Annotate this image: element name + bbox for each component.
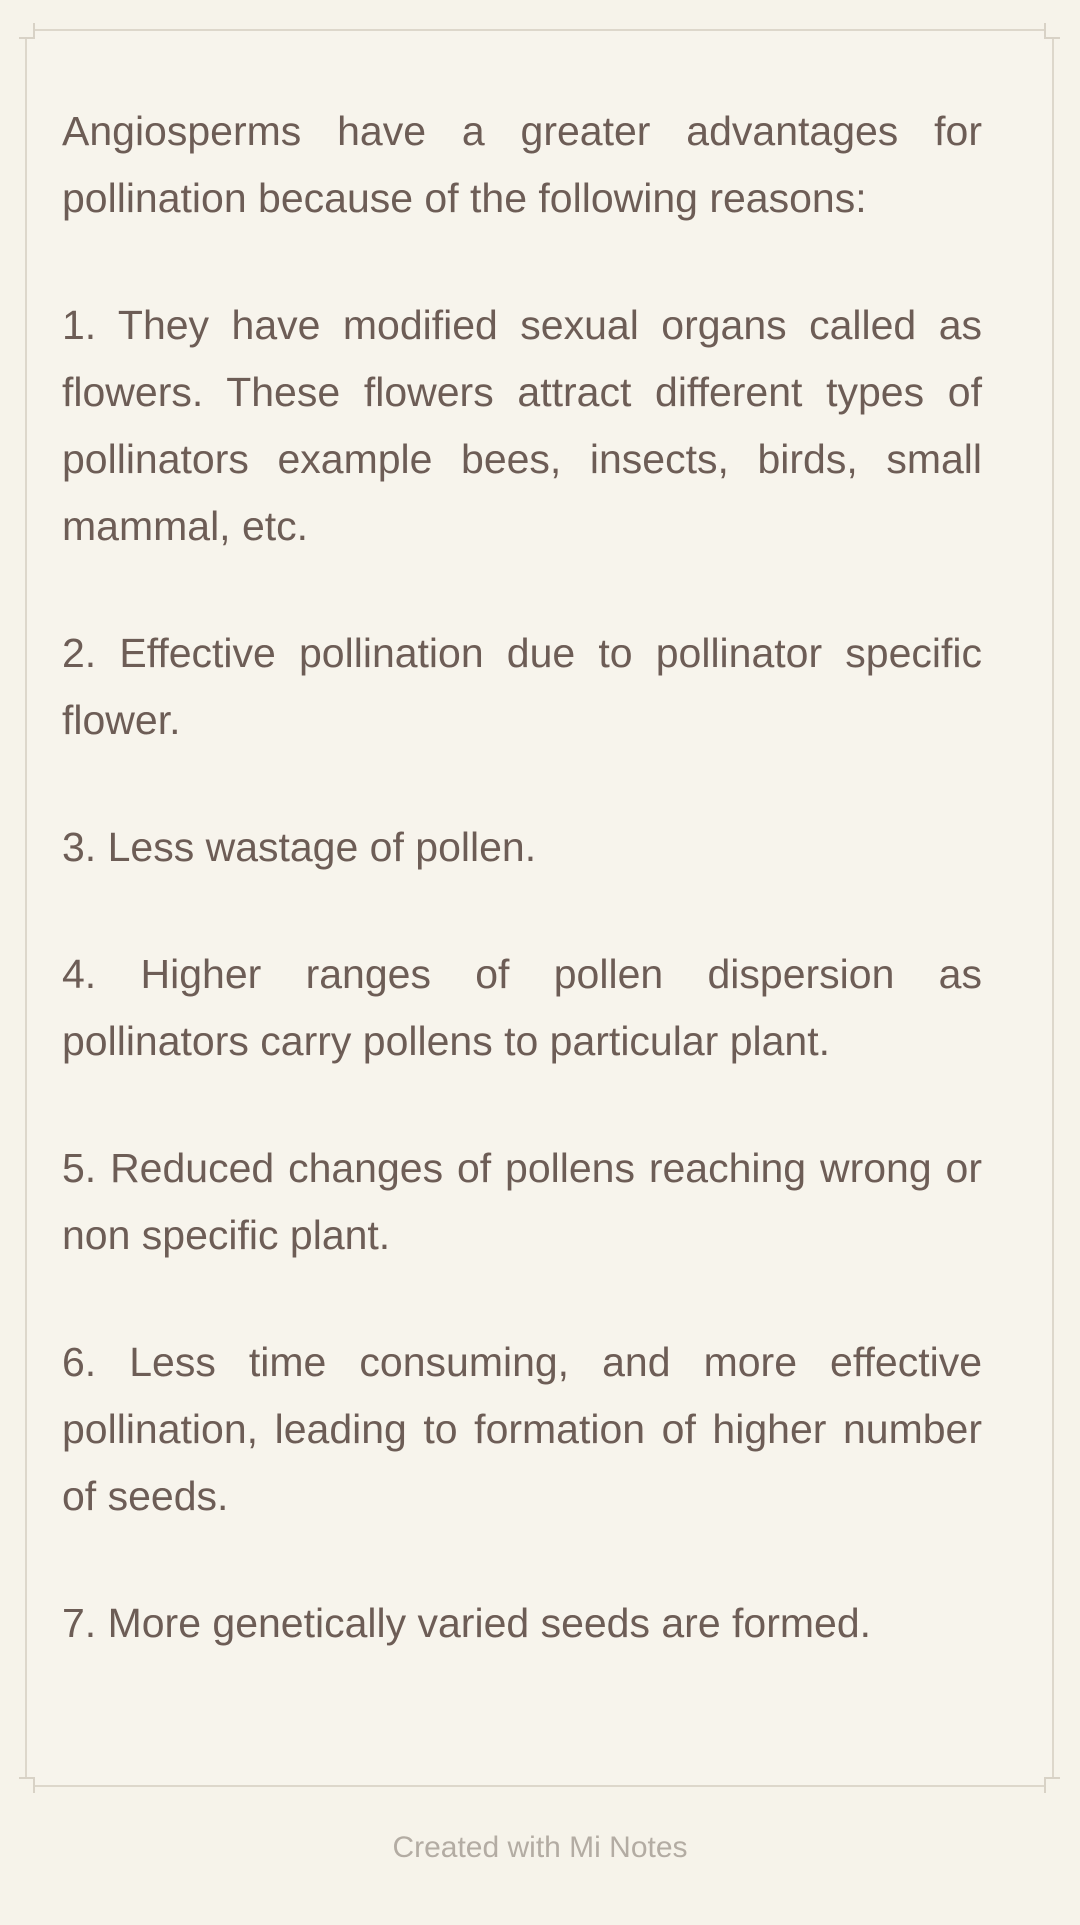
note-intro: Angiosperms have a greater advantages for pollination because of the following reasons: — [62, 108, 982, 221]
corner-ornament — [1044, 1777, 1060, 1793]
corner-ornament — [1044, 23, 1060, 39]
note-point-5: 5. Reduced changes of pollens reaching wrong or non specific plant. — [62, 1145, 982, 1258]
note-point-6: 6. Less time consuming, and more effective pollination, leading to formation of higher number of seeds. — [62, 1339, 982, 1519]
note-point-3: 3. Less wastage of pollen. — [62, 824, 537, 870]
corner-ornament — [19, 23, 35, 39]
created-with-footer: Created with Mi Notes — [392, 1831, 688, 1864]
note-point-7: 7. More genetically varied seeds are formed. — [62, 1600, 872, 1646]
note-body — [62, 98, 982, 1657]
note-point-4: 4. Higher ranges of pollen dispersion as pollinators carry pollens to particular plant. — [62, 951, 982, 1064]
note-point-2: 2. Effective pollination due to pollinator specific flower. — [62, 630, 982, 743]
note-point-1: 1. They have modified sexual organs called as flowers. These flowers attract different types of pollinators example bees, insects, birds, small mammal, etc. — [62, 302, 982, 549]
corner-ornament — [19, 1777, 35, 1793]
